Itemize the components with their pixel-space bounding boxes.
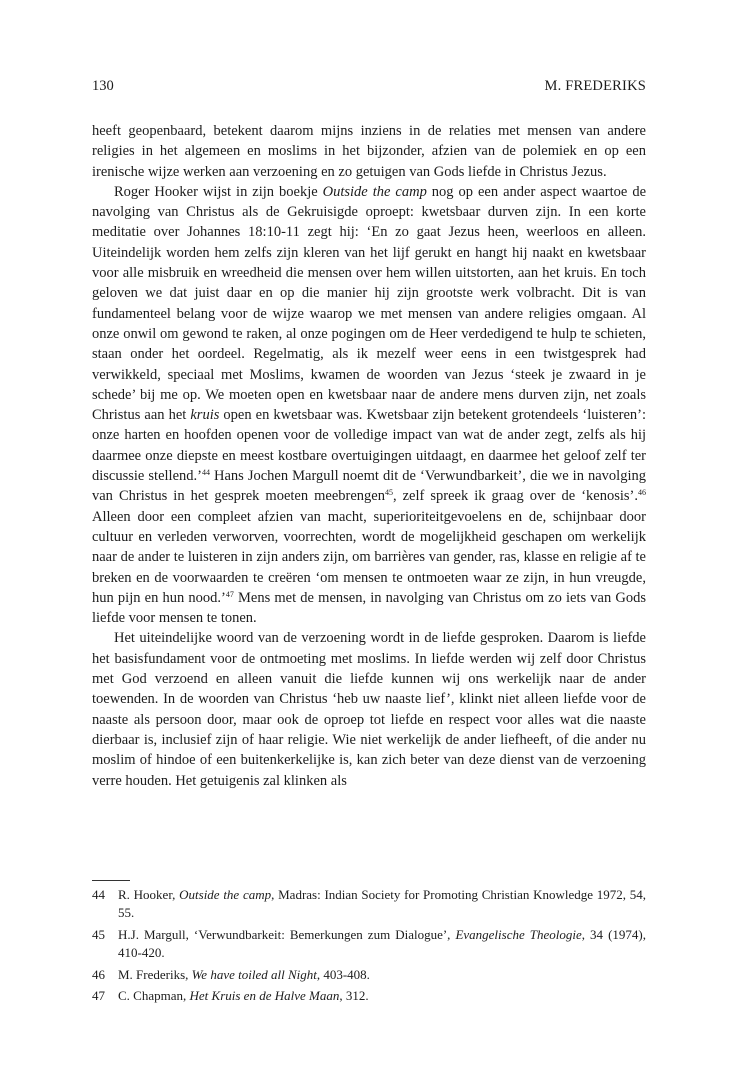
footnote-text: M. Frederiks, — [118, 966, 192, 982]
footnote-text: , Madras: Indian Society for Promoting Christian Knowledge 1972, 54, 55. — [118, 887, 647, 921]
footnote-text: R. Hooker, — [118, 887, 180, 902]
running-head-author: M. FREDERIKS — [544, 78, 646, 94]
footnote-ref-44[interactable]: 44 — [201, 468, 210, 478]
paragraph-3-text: Het uiteindelijke woord van de verzoening wordt in de liefde gesproken. Daarom is liefde het basisfundament voor de ontmoeting met moslims. In liefde werden wij zelf door Christus met God verzoend en alleen vanuit die liefde kunnen wij ons werkelijk naar de ander toewenden. In de woorden van Christus ‘heb uw naaste lief’, klinkt niet alleen liefde voor de naaste als persoon door, maar ook de oproep tot liefde en respect voor alles wat die naaste dierbaar is, inclusief zijn of haar religie. Wie niet werkelijk de ander liefheeft, of die ander nu moslim of hindoe of een buitenkerkelijke is, kan zich beter van deze dienst van de verzoening verre houden. Het getuigenis zal klinken als — [92, 630, 646, 789]
paragraph-2-text: Roger Hooker wijst in zijn boekje — [114, 183, 323, 200]
paragraph-1-text: heeft geopenbaard, betekent daarom mijns inziens in de relaties met mensen van andere religies in het algemeen en moslims in het bijzonder, afzien van de polemiek en op een irenische wijze werken aan verzoening en zo getuigen van Gods liefde in Christus Jezus. — [92, 123, 646, 180]
footnote-text: C. Chapman, — [118, 988, 190, 1004]
footnote-ref-47[interactable]: 47 — [225, 589, 234, 599]
paragraph-2-text: Mens met de mensen, in navolging van Christus om zo iets van Gods liefde voor mensen te tonen. — [92, 589, 646, 627]
book-title-italic: Outside the camp — [322, 183, 427, 200]
footnote-text: , 34 (1974), 410-420. — [118, 926, 646, 961]
footnote-title-italic: We have toiled all Night — [191, 966, 317, 982]
paragraph-2-text: , zelf spreek ik graag over de ‘kenosis’. — [392, 488, 638, 505]
footnote-ref-46[interactable]: 46 — [638, 488, 646, 498]
page-number: 130 — [92, 78, 114, 94]
footnote-text: , 403-408. — [316, 966, 370, 982]
paragraph-1 — [92, 121, 646, 182]
footnote-number: 46 — [92, 966, 105, 982]
paragraph-2 — [92, 182, 646, 629]
footnote-text: H.J. Margull, ‘Verwundbarkeit: Bemerkungen zum Dialogue’, — [118, 926, 456, 942]
emphasis-italic: kruis — [190, 407, 220, 424]
footnote-title-italic: Het Kruis en de Halve Maan — [189, 988, 340, 1004]
paragraph-2-text: nog op een ander aspect waartoe de navolging van Christus als de Gekruisigde oproept: kwetsbaar durven zijn. In een korte meditatie over Johannes 18:10-11 zegt hij: ‘En zo gaat Jezus heen, weerloos en alleen. Uiteindelijk worden hem zelfs zijn kleren van het lijf gerukt en hangt hij naakt en kwetsbaar voor alle misbruik en wreedheid die mensen over hem willen uitstorten, aan het kruis. En toch geloven we dat juist daar en op die manier hij zijn grootste werk volbracht. Dit is van fundamenteel belang voor de wijze waarop we met mensen van andere religies omgaan. Al onze onwil om gewond te raken, al onze pogingen om de Heer verdedigend te hulp te schieten, staan onder het oordeel. Regelmatig, als ik mezelf weer eens in een twistgesprek had verwikkeld, speciaal met Moslims, kwamen de woorden van Jezus ‘steek je zwaard in je schede’ bij me op. We moeten open en kwetsbaar naar de andere mens durven zijn, net zoals Christus aan het — [92, 183, 647, 424]
footnote-ref-45[interactable]: 45 — [384, 488, 393, 498]
footnote-number: 44 — [92, 887, 105, 902]
paragraph-3 — [92, 628, 646, 790]
paragraph-2-text: Alleen door een compleet afzien van macht, superioriteitgevoelens en de, schijnbaar door cultuur en verleden verworven, voorrechten, wordt de mogelijkheid geschapen om werkelijk naar de ander te luisteren in zijn anders zijn, om barrières van gender, ras, klasse en religie af te breken en de voorwaarden te creëren ‘om mensen te ontmoeten waar ze zijn, in hun vreugde, hun pijn en hun nood.’ — [92, 508, 646, 606]
footnotes — [92, 886, 646, 1008]
footnote-title-italic: Outside the camp — [179, 887, 272, 902]
footnote-number: 45 — [92, 926, 105, 942]
paragraph-2-text: Hans Jochen Margull noemt dit de ‘Verwundbarkeit’, die we in navolging van Christus in het gesprek moeten meebrengen — [92, 468, 646, 505]
page-header — [92, 78, 646, 100]
footnote-separator — [92, 880, 130, 881]
footnote-46 — [92, 966, 646, 984]
footnote-44 — [92, 886, 646, 923]
footnote-text: , 312. — [339, 988, 369, 1004]
footnote-title-italic: Evangelische Theologie — [455, 926, 582, 942]
footnote-number: 47 — [92, 988, 105, 1004]
body-text — [92, 121, 646, 791]
footnote-47 — [92, 987, 646, 1005]
footnote-45 — [92, 926, 646, 963]
paragraph-2-text: open en kwetsbaar was. Kwetsbaar zijn betekent grotendeels ‘luisteren’: onze harten en hoofden openen voor de volledige impact van wat de ander zegt, zelfs als hij daarmee onze diepste en meest kostbare overtuigingen uitdaagt, en daarmee het geloof zelf ter discussie stellend.’ — [92, 407, 646, 485]
